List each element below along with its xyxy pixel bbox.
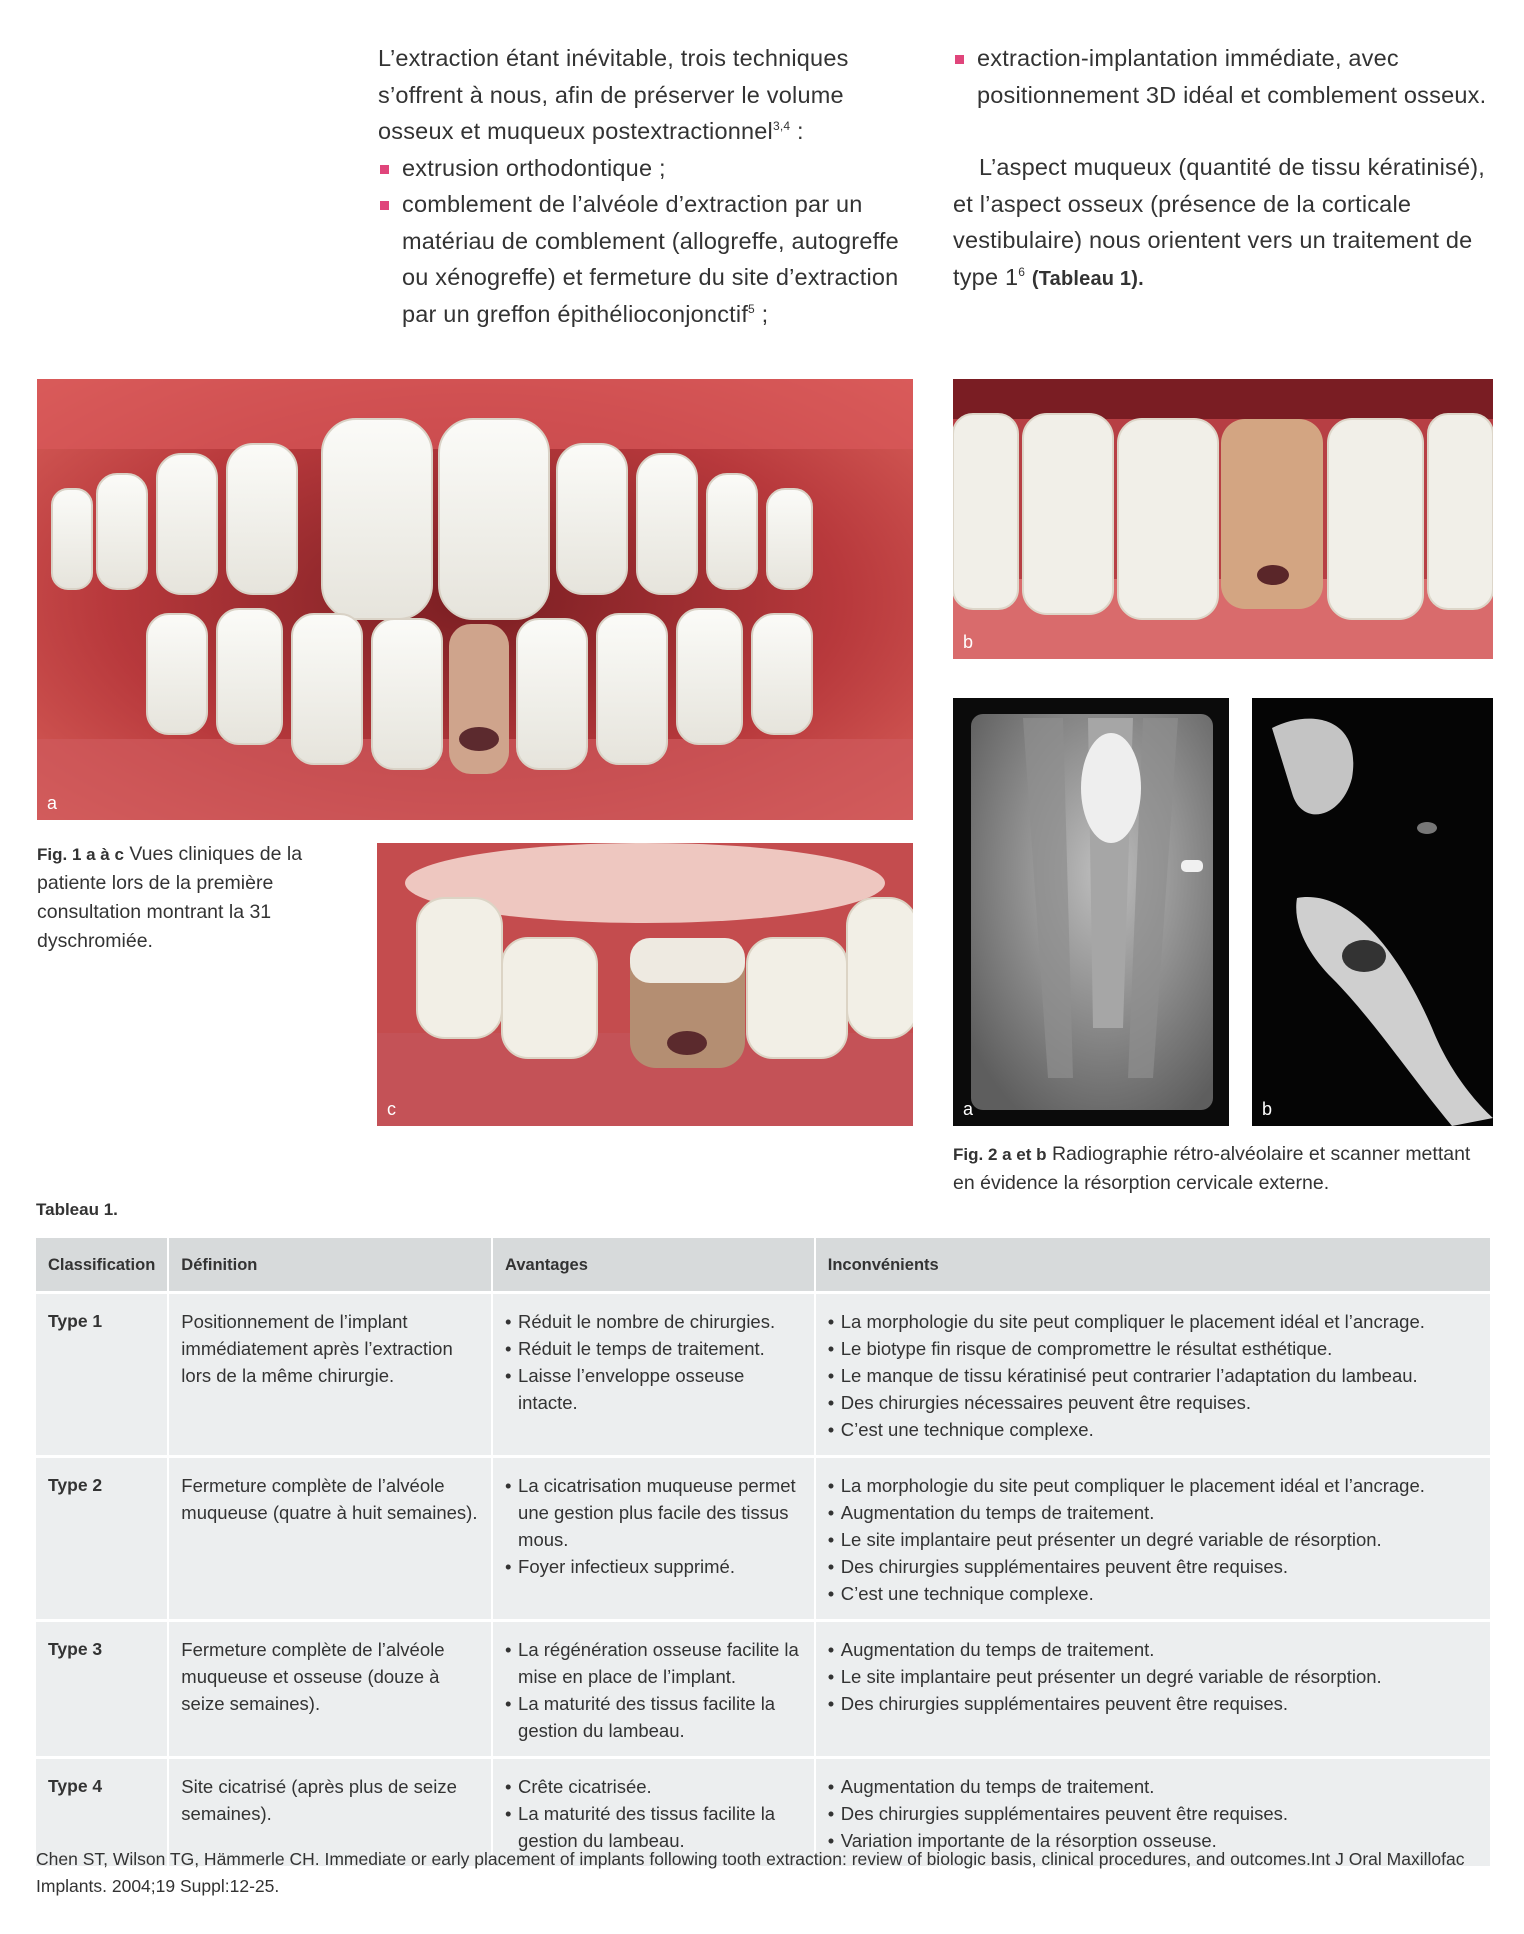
classification-cell: Type 1 (36, 1293, 168, 1457)
table-row (36, 1457, 1491, 1621)
advantages-cell (492, 1621, 815, 1758)
list-item: • Le site implantaire peut présenter un degré variable de résorption. (828, 1526, 1478, 1553)
column-header: Classification (36, 1238, 168, 1293)
list-item: • Augmentation du temps de traitement. (828, 1499, 1478, 1526)
table-title: Tableau 1. (36, 1200, 118, 1219)
list-item: • Des chirurgies supplémentaires peuvent être requises. (828, 1553, 1478, 1580)
table-row (36, 1621, 1491, 1758)
column-header: Inconvénients (815, 1238, 1491, 1293)
table-header-row (36, 1238, 1491, 1293)
definition-cell: Site cicatrisé (après plus de seize semaines). (168, 1758, 492, 1867)
list-item: • Laisse l’enveloppe osseuse intacte. (505, 1362, 802, 1416)
list-item: • Des chirurgies supplémentaires peuvent être requises. (828, 1800, 1478, 1827)
photo-fig1a (37, 379, 913, 820)
definition-cell: Fermeture complète de l’alvéole muqueuse (quatre à huit semaines). (168, 1457, 492, 1621)
table-row (36, 1293, 1491, 1457)
list-item: • Des chirurgies nécessaires peuvent être requises. (828, 1389, 1478, 1416)
photo-fig1c (377, 843, 913, 1126)
panel-label: a (963, 1099, 974, 1119)
list-item: extraction-implantation immédiate, avec positionnement 3D idéal et comblement osseux. (953, 40, 1495, 113)
panel-label: b (963, 632, 974, 652)
photo-fig1b (953, 379, 1493, 659)
list-item: • Le site implantaire peut présenter un degré variable de résorption. (828, 1663, 1478, 1690)
column-header: Avantages (492, 1238, 815, 1293)
list-item: • Le manque de tissu kératinisé peut contrarier l’adaptation du lambeau. (828, 1362, 1478, 1389)
list-item: extrusion orthodontique ; (378, 150, 916, 187)
drawbacks-cell (815, 1293, 1491, 1457)
classification-cell: Type 4 (36, 1758, 168, 1867)
list-item: • La cicatrisation muqueuse permet une gestion plus facile des tissus mous. (505, 1472, 802, 1553)
ct-scan-fig2b (1252, 698, 1493, 1126)
list-item: • Réduit le nombre de chirurgies. (505, 1308, 802, 1335)
list-item: • La régénération osseuse facilite la mise en place de l’implant. (505, 1636, 802, 1690)
list-item: • La maturité des tissus facilite la gestion du lambeau. (505, 1800, 802, 1854)
classification-table (36, 1238, 1492, 1866)
definition-cell: Fermeture complète de l’alvéole muqueuse et osseuse (douze à seize semaines). (168, 1621, 492, 1758)
orientation-paragraph: L’aspect muqueux (quantité de tissu kératinisé), et l’aspect osseux (présence de la corticale vestibulaire) nous orientent vers un traitement de type $1^6$ (Tableau 1). (953, 154, 1485, 290)
fig1-caption: Fig. 1 a à c Vues cliniques de la patiente lors de la première consultation montrant la 31 dyschromiée. (37, 843, 303, 952)
list-item: • La morphologie du site peut compliquer le placement idéal et l’ancrage. (828, 1472, 1478, 1499)
column-header: Définition (168, 1238, 492, 1293)
left-text-column (378, 40, 916, 332)
reference-citation: Chen ST, Wilson TG, Hämmerle CH. Immediate or early placement of implants following tooth extraction: review of biologic basis, clinical procedures, and outcomes.Int J Oral Maxillofac Implants. 2004;19 Suppl:12-25. (36, 1849, 1465, 1896)
technique-list-continued (953, 40, 1495, 113)
fig2-caption: Fig. 2 a et b Radiographie rétro-alvéolaire et scanner mettant en évidence la résorption cervicale externe. (953, 1143, 1471, 1194)
list-item: • La maturité des tissus facilite la gestion du lambeau. (505, 1690, 802, 1744)
list-item: • Augmentation du temps de traitement. (828, 1773, 1478, 1800)
list-item: comblement de l’alvéole d’extraction par un matériau de comblement (allogreffe, autogreffe ou xénogreffe) et fermeture du site d’extraction par un greffon épithélioconjonctif$^5$ ; (378, 186, 916, 332)
xray-fig2a (953, 698, 1229, 1126)
drawbacks-cell (815, 1457, 1491, 1621)
list-item: • Augmentation du temps de traitement. (828, 1636, 1478, 1663)
drawbacks-cell (815, 1621, 1491, 1758)
definition-cell: Positionnement de l’implant immédiatement après l’extraction lors de la même chirurgie. (168, 1293, 492, 1457)
list-item: • C’est une technique complexe. (828, 1416, 1478, 1443)
list-item: • Le biotype fin risque de compromettre le résultat esthétique. (828, 1335, 1478, 1362)
intro-paragraph: L’extraction étant inévitable, trois techniques s’offrent à nous, afin de préserver le volume osseux et muqueux postextractionnel$^{3,4}$ : (378, 45, 849, 144)
panel-label: c (387, 1099, 396, 1119)
list-item: • Réduit le temps de traitement. (505, 1335, 802, 1362)
list-item: • Foyer infectieux supprimé. (505, 1553, 802, 1580)
list-item: • Crête cicatrisée. (505, 1773, 802, 1800)
panel-label: b (1262, 1099, 1273, 1119)
classification-cell: Type 2 (36, 1457, 168, 1621)
advantages-cell (492, 1293, 815, 1457)
right-text-column (953, 40, 1495, 297)
list-item: • Des chirurgies supplémentaires peuvent être requises. (828, 1690, 1478, 1717)
list-item: • Variation importante de la résorption osseuse. (828, 1827, 1478, 1854)
classification-cell: Type 3 (36, 1621, 168, 1758)
panel-label: a (47, 793, 58, 813)
technique-list (378, 150, 916, 333)
list-item: • C’est une technique complexe. (828, 1580, 1478, 1607)
list-item: • La morphologie du site peut compliquer le placement idéal et l’ancrage. (828, 1308, 1478, 1335)
advantages-cell (492, 1457, 815, 1621)
